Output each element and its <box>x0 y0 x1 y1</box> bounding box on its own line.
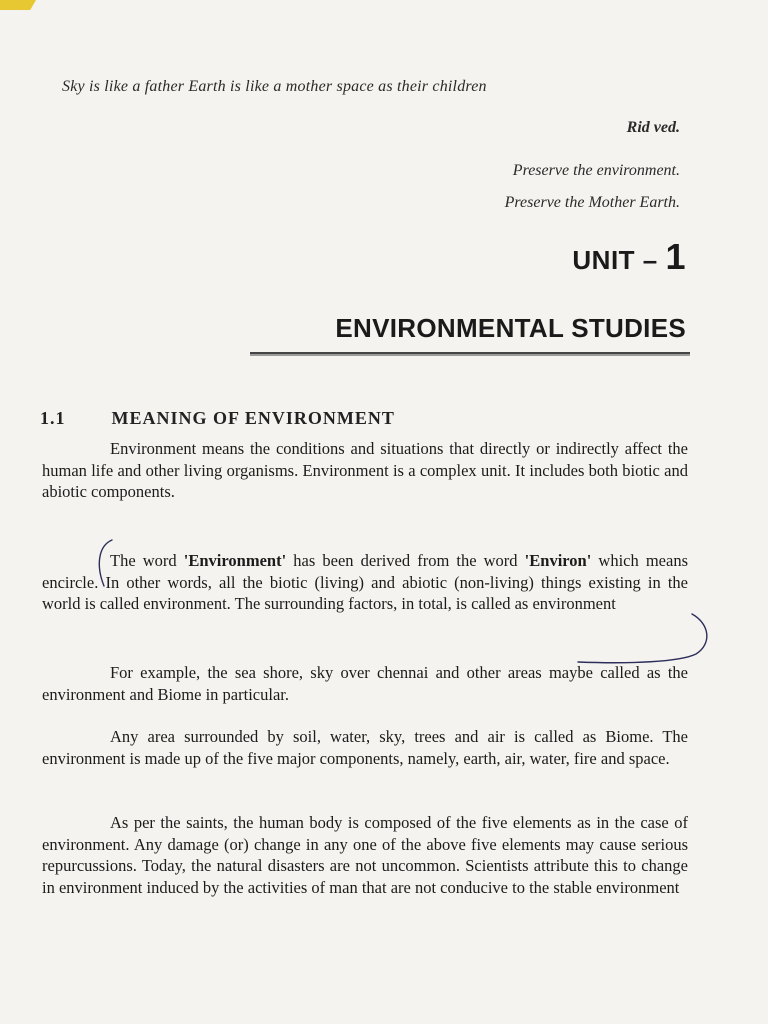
unit-heading <box>420 236 686 278</box>
paragraph-example: For example, the sea shore, sky over chennai and other areas maybe called as the environment and Biome in particular. <box>42 663 688 704</box>
paragraph-definition: Environment means the conditions and situations that directly or indirectly affect the human life and other living organisms. Environment is a complex unit. It includes both biotic and abiotic components. <box>42 439 688 501</box>
section-title: MEANING OF ENVIRONMENT <box>111 408 395 428</box>
paragraph-biome: Any area surrounded by soil, water, sky, trees and air is called as Biome. The environment is made up of the five major components, namely, earth, air, water, fire and space. <box>42 727 688 768</box>
paragraph-etymology <box>42 550 688 615</box>
section-number: 1.1 <box>40 408 66 428</box>
paragraph-text: which means encircle. In other words, all the biotic (living) and abiotic (non-living) things existing in the world is called environment. The surrounding factors, in total, is called as environment <box>42 551 688 613</box>
paragraph-five-elements: As per the saints, the human body is composed of the five elements as in the case of environment. Any damage (or) change in any one of the above five elements may cause serious repurcussions. Today, the natural disasters are not uncommon. Scientists attribute this to change in environment induced by the activities of man that are not conducive to the stable environment <box>42 813 688 897</box>
unit-number: 1 <box>665 236 686 277</box>
handwritten-bracket-right <box>570 610 720 670</box>
term-environment: 'Environment' <box>183 551 287 570</box>
section-heading <box>40 408 690 429</box>
chapter-title: ENVIRONMENTAL STUDIES <box>335 313 686 343</box>
term-environ: 'Environ' <box>524 551 592 570</box>
paragraph-text: has been derived from the word <box>286 551 525 570</box>
corner-highlight-mark <box>0 0 36 10</box>
chapter-title-underline <box>250 352 690 356</box>
epigraph-motto-1: Preserve the environment. <box>512 162 680 179</box>
unit-label: UNIT – <box>572 245 658 275</box>
epigraph-quote: Sky is like a father Earth is like a mother space as their children <box>62 78 487 95</box>
paragraph-text: The word <box>110 551 184 570</box>
epigraph-author: Rid ved. <box>626 119 680 136</box>
epigraph-motto-2: Preserve the Mother Earth. <box>504 194 680 211</box>
